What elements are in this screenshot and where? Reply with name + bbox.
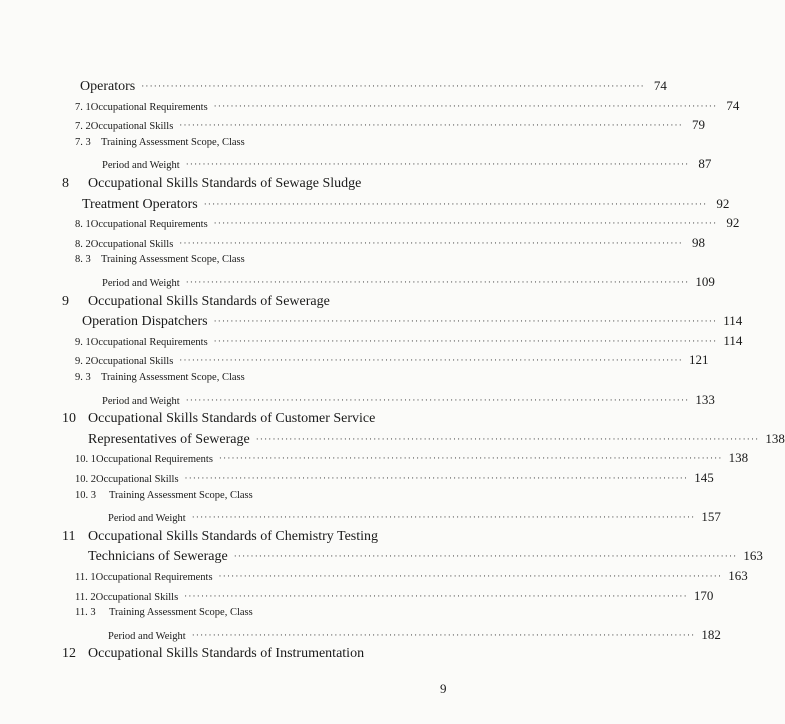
dot-leader: ························································································································ (185, 277, 690, 287)
dot-leader: ························································································································ (185, 394, 690, 405)
dot-leader: ························································································································ (179, 355, 683, 366)
dot-leader: ························································································································ (213, 316, 718, 327)
dot-leader: ························································································································ (184, 473, 689, 483)
toc-title: Occupational Skills Standards of Sewage Sludge (88, 176, 362, 191)
dot-leader: ························································································································ (141, 81, 645, 91)
toc-page-number: 74 (726, 97, 740, 113)
toc-page-number: 138 (765, 430, 785, 446)
toc-title: Period and Weight (108, 513, 186, 525)
toc-title: Operation Dispatchers (82, 314, 208, 330)
toc-number: 9. 2 (75, 356, 91, 368)
toc-section-line (75, 234, 705, 251)
toc-section-line (75, 490, 412, 501)
toc-number: 7. 3 (75, 136, 91, 148)
toc-title: Training Assessment Scope, Class (101, 136, 245, 148)
dot-leader: ························································································································ (233, 551, 738, 562)
dot-leader: ························································································································ (191, 629, 696, 640)
dot-leader: ························································································································ (185, 159, 690, 170)
toc-number: 8. 3 (75, 254, 91, 266)
toc-title: Training Assessment Scope, Class (109, 607, 253, 619)
dot-leader: ························································································································ (213, 100, 718, 111)
toc-section-line (75, 568, 748, 584)
toc-number: 8. 1 (75, 219, 91, 231)
toc-number: 11 (62, 528, 76, 544)
toc-title: Occupational Skills (96, 474, 179, 485)
toc-chapter-line (82, 195, 730, 213)
toc-chapter-line (62, 176, 412, 192)
toc-chapter-line (62, 294, 412, 310)
toc-page-number: 114 (723, 332, 743, 348)
toc-page-number: 170 (693, 587, 714, 603)
dot-leader: ························································································································ (218, 453, 723, 464)
dot-leader: ························································································································ (255, 433, 760, 444)
toc-number: 8 (62, 176, 69, 191)
toc-title: Occupational Skills Standards of Customer Service (88, 411, 376, 427)
toc-title: Training Assessment Scope, Class (101, 254, 245, 266)
toc-page-number: 121 (688, 352, 709, 368)
dot-leader: ························································································································ (191, 512, 696, 523)
toc-title: Occupational Skills (90, 238, 174, 250)
toc-page-number: 138 (728, 450, 749, 466)
toc-title: Treatment Operators (82, 196, 198, 212)
toc-title: Occupational Skills (90, 356, 174, 368)
dot-leader: ························································································································ (213, 218, 718, 229)
toc-number: 10. 2 (75, 474, 96, 485)
toc-title: Operators (80, 79, 136, 94)
toc-page-number: 163 (728, 568, 748, 583)
toc-title: Occupational Skills Standards of Instrumentation (88, 646, 365, 662)
toc-title: Occupational Requirements (95, 572, 213, 583)
toc-section-line (102, 391, 715, 408)
toc-section-line (75, 450, 749, 466)
toc-title: Occupational Requirements (90, 336, 208, 348)
toc-chapter-line (62, 646, 412, 662)
toc-page-number: 145 (694, 470, 714, 485)
toc-page-number: 87 (698, 156, 712, 172)
toc-section-line (75, 97, 740, 114)
toc-section-line (102, 274, 715, 290)
toc-title: Training Assessment Scope, Class (109, 489, 253, 501)
toc-title: Occupational Skills Standards of Sewerage (88, 293, 330, 309)
toc-title: Technicians of Sewerage (88, 549, 228, 565)
toc-number: 7. 2 (75, 121, 91, 133)
toc-page-number: 92 (716, 195, 730, 211)
toc-number: 8. 2 (75, 238, 91, 250)
dot-leader: ························································································································ (203, 198, 708, 209)
toc-number: 9 (62, 293, 69, 309)
toc-page-number: 157 (701, 509, 721, 525)
toc-section-line (75, 332, 743, 349)
toc-number: 11. 1 (75, 572, 96, 583)
toc-number: 10. 1 (75, 454, 96, 466)
toc-title: Occupational Skills Standards of Chemistry Testing (88, 528, 379, 544)
toc-section-line (75, 254, 412, 265)
toc-number: 10 (62, 411, 76, 427)
toc-title: Occupational Requirements (90, 101, 208, 113)
toc-section-line (108, 626, 721, 643)
dot-leader: ························································································································ (213, 335, 718, 346)
toc-page-number: 109 (695, 274, 715, 289)
toc-chapter-line (62, 411, 412, 427)
toc-chapter-line (88, 430, 785, 448)
toc-title: Occupational Skills (90, 121, 174, 133)
toc-chapter-line (82, 313, 743, 330)
toc-title: Training Assessment Scope, Class (101, 372, 245, 383)
toc-number: 9. 3 (75, 372, 91, 383)
toc-section-line (108, 509, 721, 525)
toc-chapter-line (62, 529, 412, 545)
toc-page-number: 98 (691, 234, 705, 250)
toc-title: Occupational Requirements (96, 454, 213, 466)
toc-number: 11. 2 (75, 591, 96, 603)
toc-page-number: 163 (743, 548, 763, 564)
toc-title: Representatives of Sewerage (88, 431, 250, 447)
toc-section-line (75, 352, 709, 368)
toc-section-line (75, 372, 412, 383)
dot-leader: ························································································································ (184, 590, 688, 601)
toc-number: 10. 3 (75, 489, 96, 501)
toc-page-number: 133 (695, 391, 715, 407)
toc-title: Period and Weight (108, 630, 186, 642)
toc-section-line (75, 117, 705, 133)
toc-number: 12 (62, 646, 76, 662)
toc-title: Occupational Skills (95, 591, 179, 603)
dot-leader: ························································································································ (218, 571, 723, 581)
toc-section-line (75, 607, 412, 618)
toc-page-number: 114 (723, 313, 743, 329)
toc-page-number: 79 (691, 117, 705, 133)
toc-section-line (75, 470, 714, 486)
toc-section-line (75, 587, 714, 604)
toc-section-line (75, 215, 740, 231)
toc-section-line (75, 137, 412, 148)
toc-title: Period and Weight (102, 395, 180, 407)
toc-chapter-line (88, 548, 763, 565)
dot-leader: ························································································································ (179, 237, 683, 248)
page-number: 9 (440, 681, 447, 696)
toc-section-line (102, 156, 712, 172)
toc-title: Occupational Requirements (90, 219, 208, 231)
toc-page-number: 182 (701, 626, 721, 642)
toc-page-number: 92 (726, 215, 740, 231)
dot-leader: ························································································································ (179, 120, 683, 131)
toc-page-number: 74 (653, 78, 667, 93)
toc-number: 11. 3 (75, 607, 96, 619)
toc-number: 9. 1 (75, 336, 91, 348)
toc-number: 7. 1 (75, 101, 91, 113)
toc-chapter-line (80, 78, 667, 95)
toc-title: Period and Weight (102, 278, 180, 289)
toc-title: Period and Weight (102, 160, 180, 172)
